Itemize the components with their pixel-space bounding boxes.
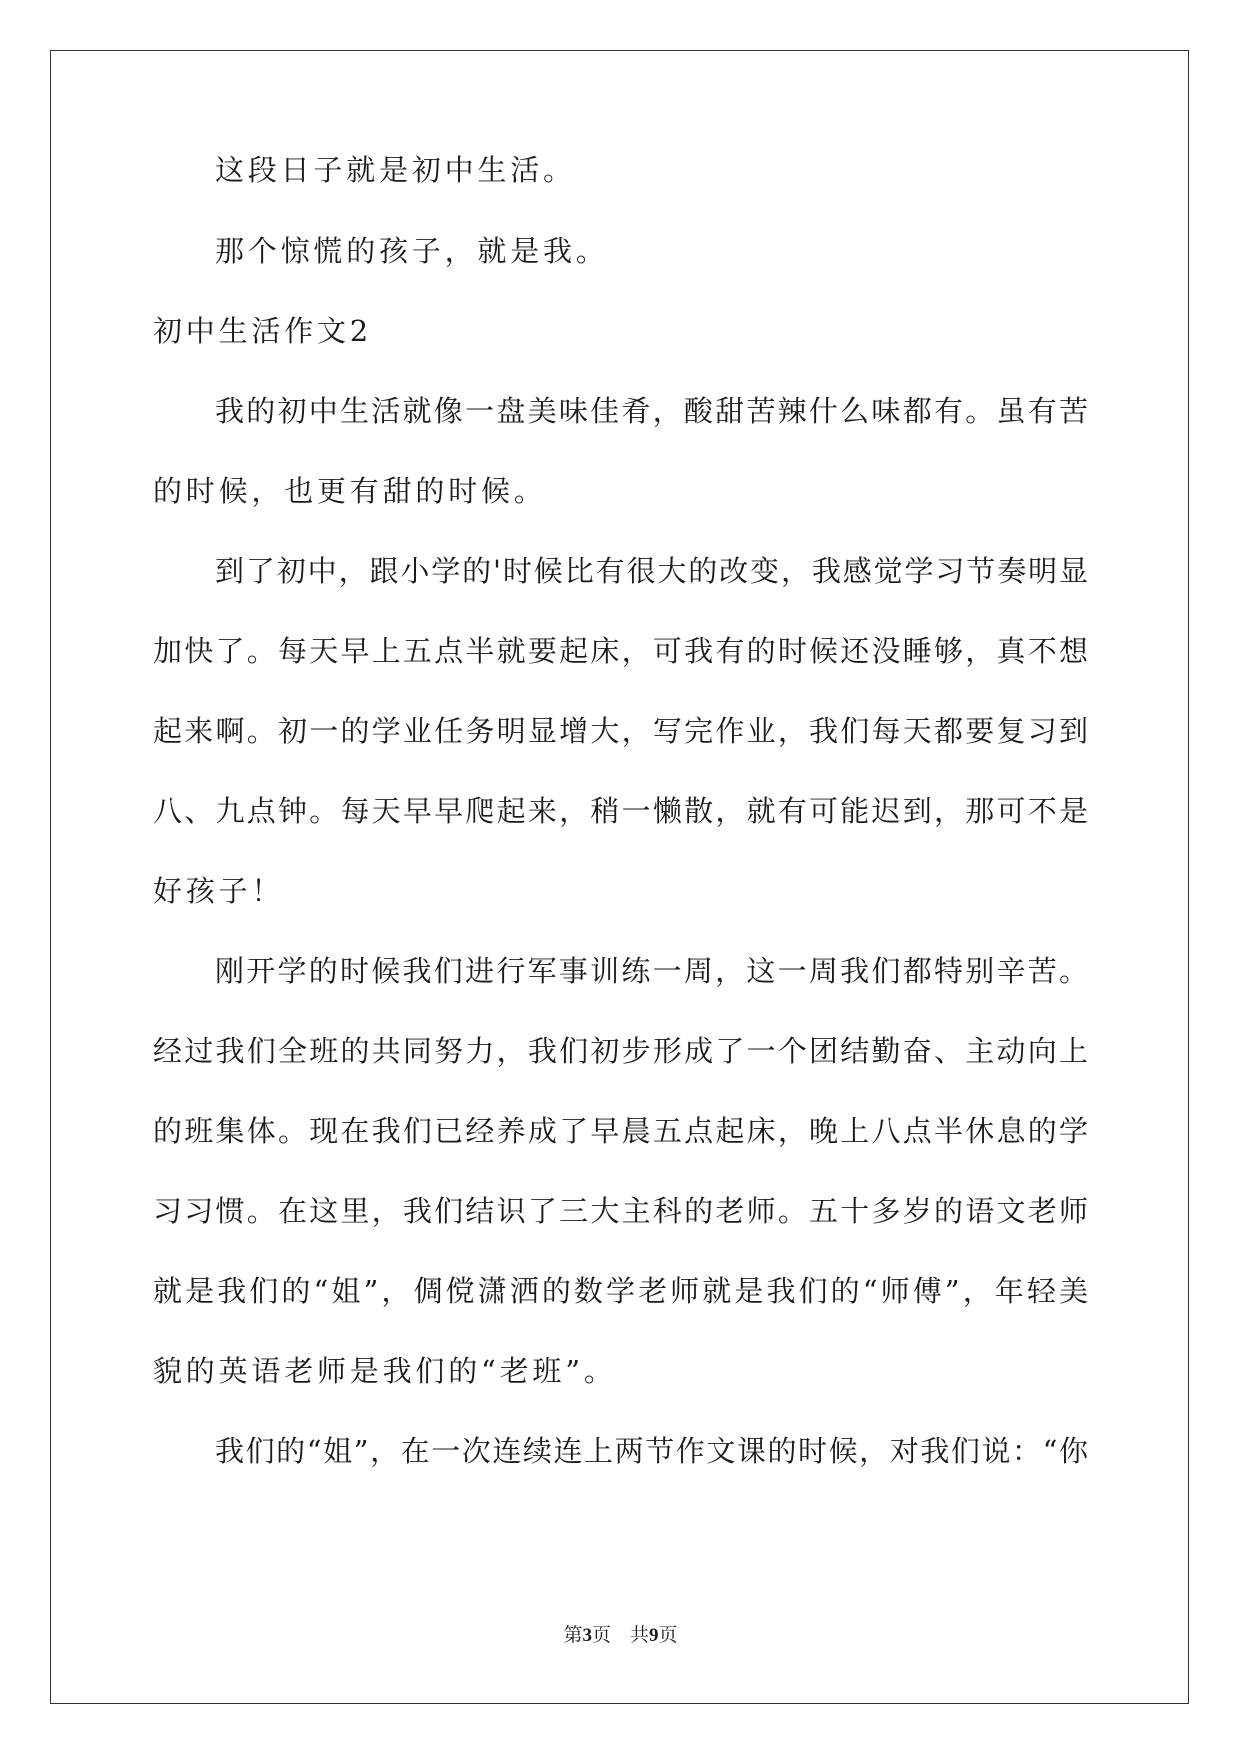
page-mid-text: 页 共: [591, 1624, 649, 1646]
paragraph-line: 经过我们全班的共同努力，我们初步形成了一个团结勤奋、主动向上: [153, 1034, 1088, 1068]
paragraph-line: 那个惊慌的孩子，就是我。: [215, 234, 609, 268]
paragraph-line: 貌的英语老师是我们的“老班”。: [153, 1354, 617, 1388]
paragraph-line: 的时候，也更有甜的时候。: [153, 474, 547, 508]
paragraph-line: 到了初中，跟小学的'时候比有很大的改变，我感觉学习节奏明显: [215, 554, 1088, 588]
page-suffix: 页: [658, 1624, 678, 1646]
paragraph-line: 加快了。每天早上五点半就要起床，可我有的时候还没睡够，真不想: [153, 634, 1088, 668]
paragraph-line: 这段日子就是初中生活。: [215, 153, 576, 187]
paragraph-line: 起来啊。初一的学业任务明显增大，写完作业，我们每天都要复习到: [153, 714, 1088, 748]
current-page-number: 3: [582, 1625, 592, 1646]
paragraph-line: 我的初中生活就像一盘美味佳肴，酸甜苦辣什么味都有。虽有苦: [215, 394, 1088, 428]
paragraph-line: 好孩子！: [153, 874, 285, 908]
page-prefix: 第: [563, 1624, 583, 1646]
paragraph-line: 就是我们的“姐”，倜傥潇洒的数学老师就是我们的“师傅”，年轻美: [153, 1274, 1088, 1308]
total-page-number: 9: [649, 1625, 659, 1646]
paragraph-line: 习习惯。在这里，我们结识了三大主科的老师。五十多岁的语文老师: [153, 1194, 1088, 1228]
section-heading: 初中生活作文2: [153, 314, 373, 348]
paragraph-line: 八、九点钟。每天早早爬起来，稍一懒散，就有可能迟到，那可不是: [153, 794, 1088, 828]
paragraph-line: 的班集体。现在我们已经养成了早晨五点起床，晚上八点半休息的学: [153, 1114, 1088, 1148]
page-footer: [0, 1620, 1241, 1647]
paragraph-line: 我们的“姐”，在一次连续连上两节作文课的时候，对我们说：“你: [215, 1434, 1088, 1468]
paragraph-line: 刚开学的时候我们进行军事训练一周，这一周我们都特别辛苦。: [215, 954, 1088, 988]
